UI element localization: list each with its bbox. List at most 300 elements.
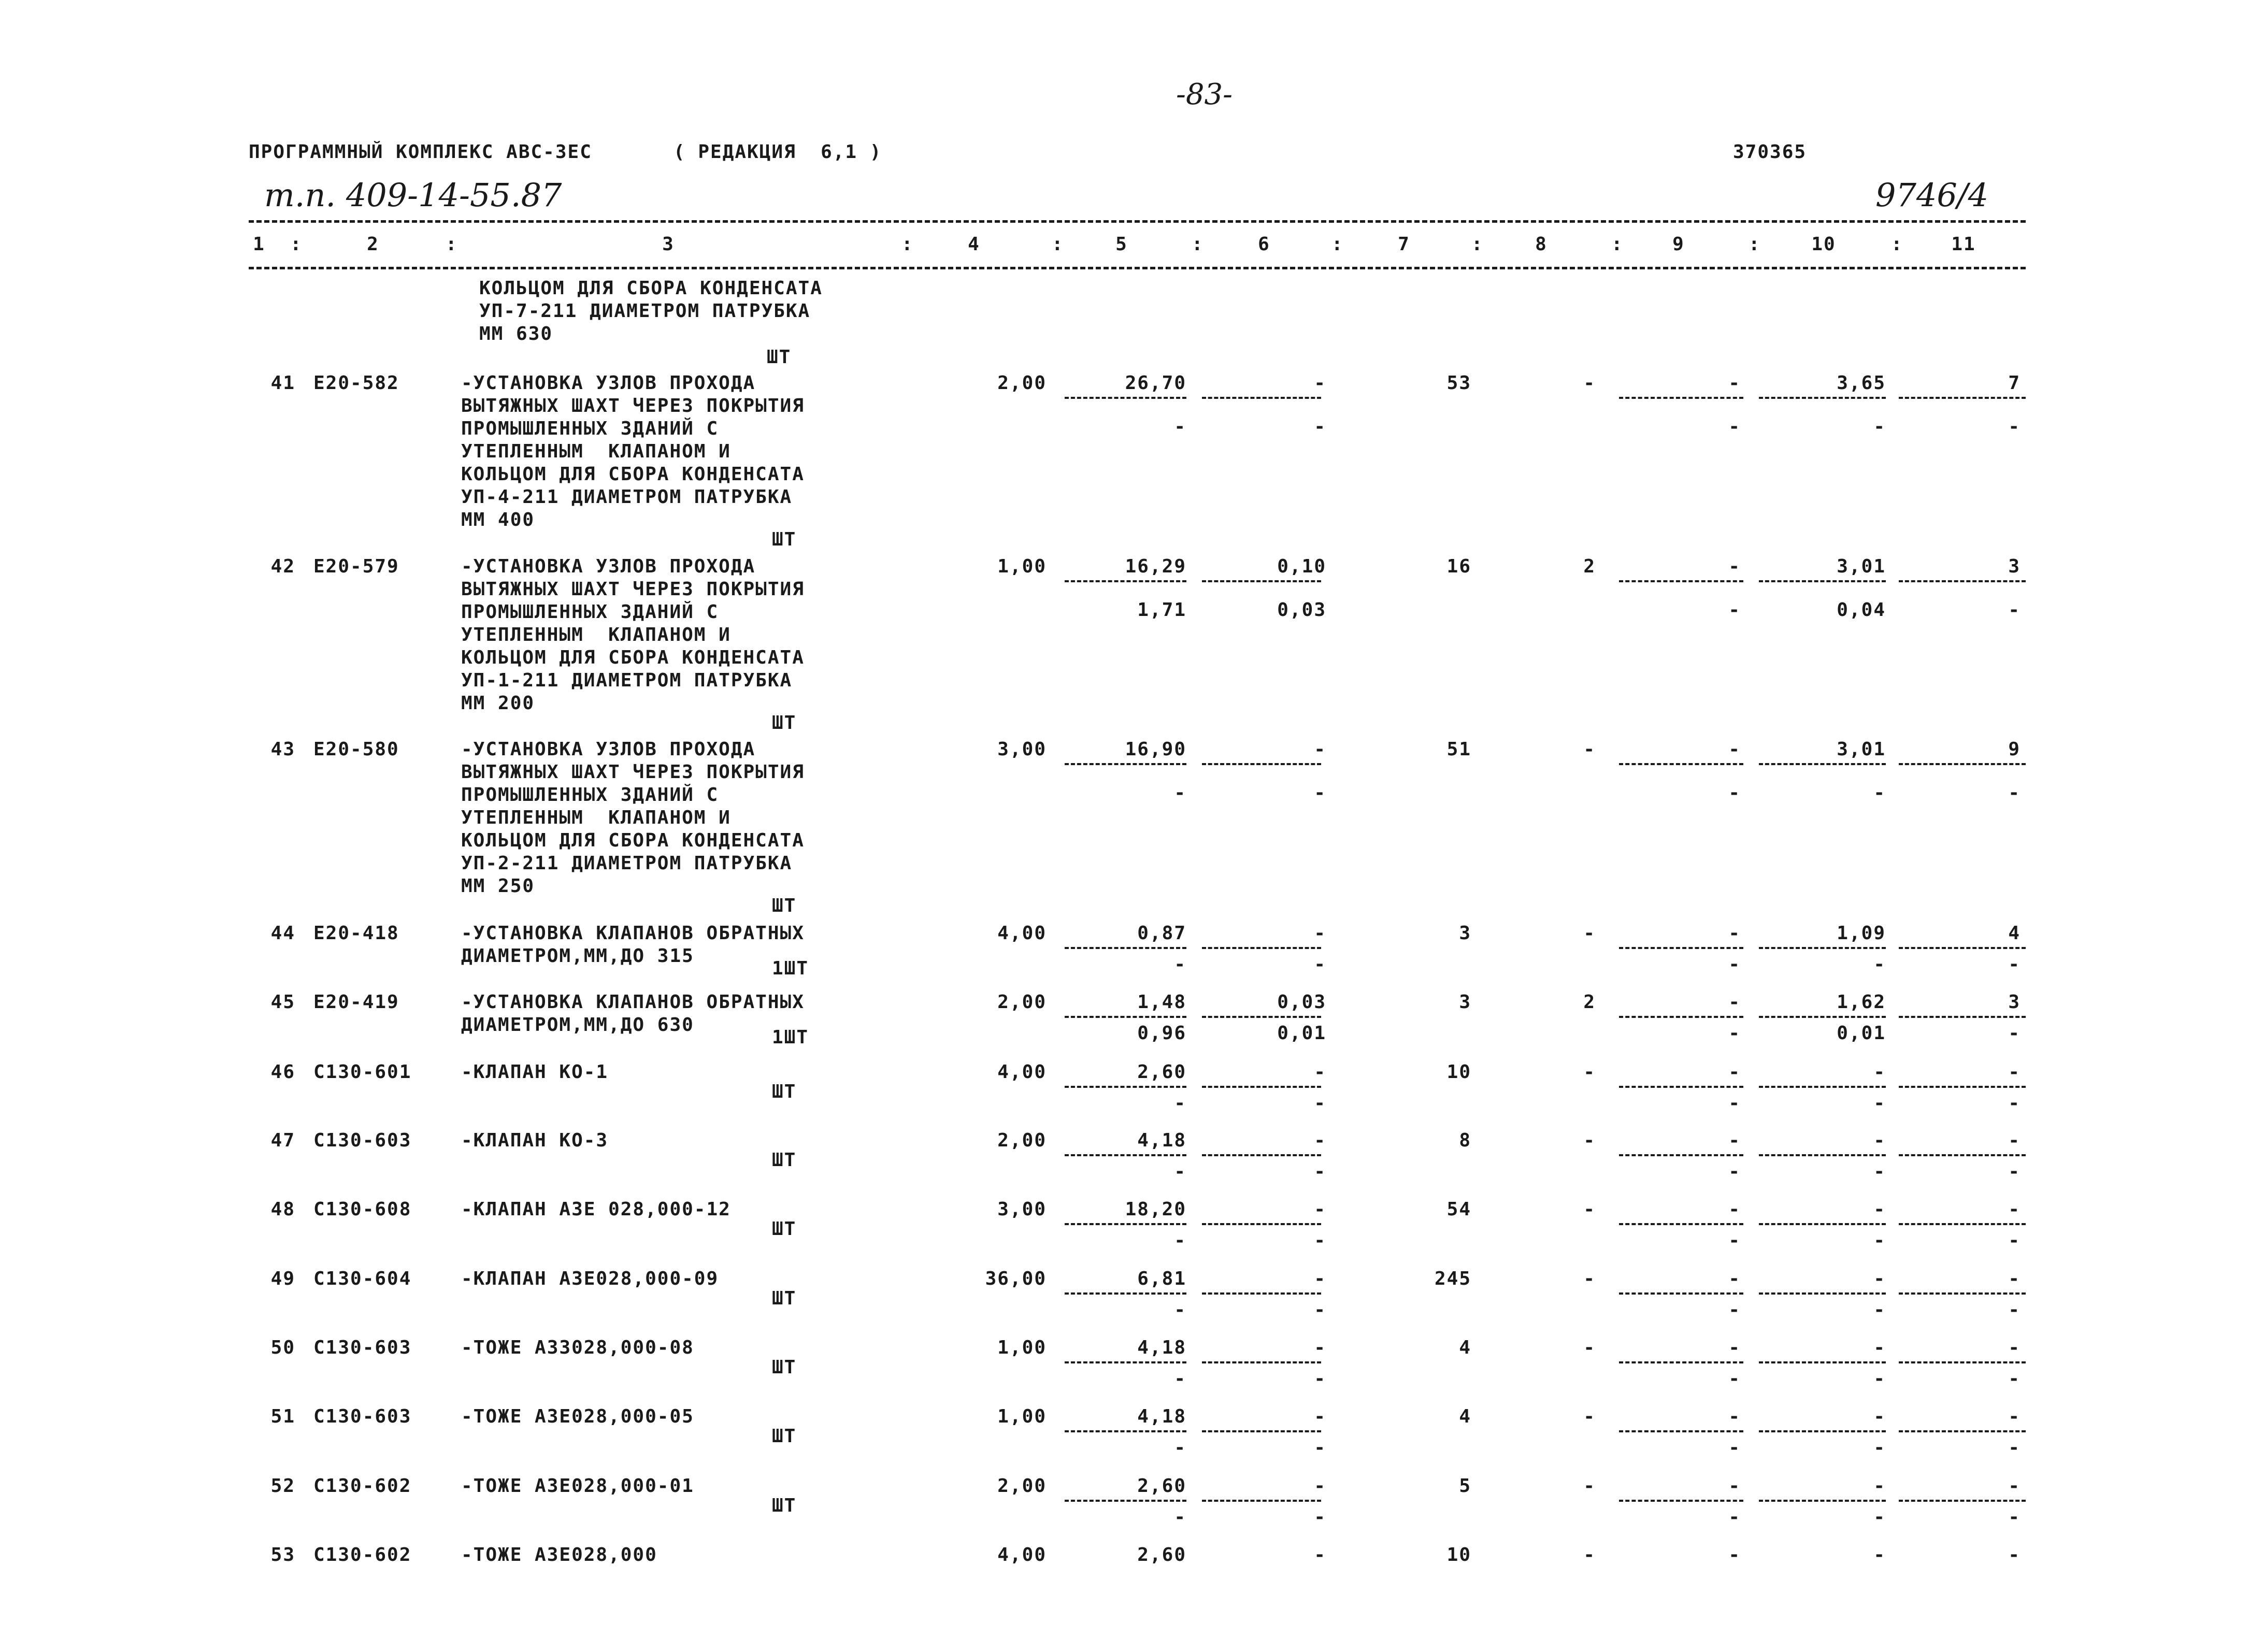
row-number: 48 (270, 1199, 295, 1220)
cell-col9: - (1728, 1544, 1741, 1565)
cell-lower-col5: - (1174, 1230, 1186, 1251)
cell-lower-col5: - (1174, 782, 1186, 803)
cell-col9: - (1728, 739, 1741, 760)
cell-col11: 3 (2008, 556, 2021, 577)
cell-col7: 16 (1446, 556, 1471, 577)
cell-rule (1065, 1086, 1186, 1088)
cell-rule (1619, 763, 1743, 765)
cell-col11: 4 (2008, 923, 2021, 944)
row-code: Е20-582 (313, 372, 399, 394)
cell-col7: 10 (1446, 1061, 1471, 1083)
row-description-line: УП-1-211 ДИАМЕТРОМ ПАТРУБКА (461, 670, 793, 691)
cell-lower-col5: - (1174, 1161, 1186, 1182)
cell-lower-col9: - (1728, 1093, 1741, 1114)
cell-rule (1065, 763, 1186, 765)
column-separator: : (1749, 234, 1761, 255)
cell-col10: - (1873, 1337, 1886, 1358)
cell-col11: - (2008, 1130, 2021, 1151)
row-number: 41 (270, 372, 295, 394)
cell-col9: - (1728, 1199, 1741, 1220)
cell-col10: - (1873, 1544, 1886, 1565)
cell-lower-col10: - (1873, 1299, 1886, 1320)
cell-col4: 2,00 (997, 992, 1047, 1013)
cell-col6: - (1314, 1061, 1326, 1083)
row-description-line: ВЫТЯЖНЫХ ШАХТ ЧЕРЕЗ ПОКРЫТИЯ (461, 395, 805, 416)
row-description-line: ВЫТЯЖНЫХ ШАХТ ЧЕРЕЗ ПОКРЫТИЯ (461, 579, 805, 600)
cell-rule (1065, 1500, 1186, 1502)
unit-label: 1ШТ (772, 1027, 809, 1048)
row-description-line: -КЛАПАН КО-1 (461, 1061, 609, 1083)
row-description-line: ПРОМЫШЛЕННЫХ ЗДАНИЙ С (461, 784, 719, 806)
row-code: Е20-579 (313, 556, 399, 577)
column-header-4: 4 (968, 234, 980, 255)
cell-col5: 1,48 (1137, 992, 1186, 1013)
row-description-line: ВЫТЯЖНЫХ ШАХТ ЧЕРЕЗ ПОКРЫТИЯ (461, 762, 805, 783)
row-description-line: ДИАМЕТРОМ,ММ,ДО 315 (461, 945, 694, 967)
program-title: ПРОГРАММНЫЙ КОМПЛЕКС АВС-ЗЕС (249, 141, 592, 163)
row-description-line: ДИАМЕТРОМ,ММ,ДО 630 (461, 1014, 694, 1036)
column-header-7: 7 (1398, 234, 1410, 255)
column-separator: : (1891, 234, 1903, 255)
header-bottom-rule (249, 267, 2026, 269)
column-header-3: 3 (662, 234, 675, 255)
unit-label: ШТ (772, 1426, 797, 1447)
cell-col6: 0,03 (1277, 992, 1326, 1013)
cell-lower-col6: - (1314, 1437, 1326, 1458)
cell-col7: 10 (1446, 1544, 1471, 1565)
cell-lower-col9: - (1728, 1023, 1741, 1044)
cell-col4: 2,00 (997, 372, 1047, 394)
cell-rule (1065, 947, 1186, 949)
row-description-line: -ТОЖЕ АЗЕ028,000-05 (461, 1406, 694, 1427)
row-description-line: -УСТАНОВКА КЛАПАНОВ ОБРАТНЫХ (461, 923, 805, 944)
cell-lower-col10: - (1873, 1506, 1886, 1528)
unit-label: ШТ (767, 347, 792, 368)
cell-col6: - (1314, 1337, 1326, 1358)
cell-col10: 3,01 (1837, 739, 1886, 760)
cell-col8: - (1583, 923, 1596, 944)
continuation-line: КОЛЬЦОМ ДЛЯ СБОРА КОНДЕНСАТА (479, 278, 823, 299)
cell-col8: - (1583, 1406, 1596, 1427)
page-number: -83- (1176, 78, 1233, 111)
cell-col9: - (1728, 1337, 1741, 1358)
cell-lower-col11: - (2008, 1299, 2021, 1320)
unit-label: ШТ (772, 1357, 797, 1378)
cell-lower-col10: - (1873, 1437, 1886, 1458)
cell-lower-col10: 0,01 (1837, 1023, 1886, 1044)
row-code: С130-603 (313, 1337, 412, 1358)
row-code: Е20-419 (313, 992, 399, 1013)
cell-lower-col10: - (1873, 782, 1886, 803)
cell-col5: 6,81 (1137, 1268, 1186, 1289)
cell-rule (1899, 1154, 2026, 1156)
cell-rule (1065, 1016, 1186, 1018)
cell-rule (1759, 1016, 1886, 1018)
row-number: 44 (270, 923, 295, 944)
column-header-9: 9 (1672, 234, 1685, 255)
cell-lower-col5: - (1174, 954, 1186, 975)
unit-label: ШТ (772, 712, 797, 734)
continuation-line: УП-7-211 ДИАМЕТРОМ ПАТРУБКА (479, 300, 811, 322)
cell-col8: - (1583, 1475, 1596, 1497)
cell-lower-col11: - (2008, 1230, 2021, 1251)
cell-rule (1065, 1154, 1186, 1156)
cell-col9: - (1728, 1268, 1741, 1289)
cell-col7: 4 (1459, 1337, 1471, 1358)
cell-col5: 4,18 (1137, 1337, 1186, 1358)
cell-col11: 7 (2008, 372, 2021, 394)
cell-col9: - (1728, 1475, 1741, 1497)
column-header-6: 6 (1258, 234, 1270, 255)
unit-label: ШТ (772, 1218, 797, 1240)
cell-col5: 0,87 (1137, 923, 1186, 944)
cell-lower-col5: - (1174, 1299, 1186, 1320)
cell-lower-col11: - (2008, 1368, 2021, 1389)
cell-lower-col6: - (1314, 1093, 1326, 1114)
cell-col9: - (1728, 1406, 1741, 1427)
cell-lower-col11: - (2008, 1506, 2021, 1528)
row-description-line: -УСТАНОВКА УЗЛОВ ПРОХОДА (461, 372, 756, 394)
cell-col5: 2,60 (1137, 1061, 1186, 1083)
cell-lower-col10: - (1873, 1093, 1886, 1114)
cell-lower-col9: - (1728, 1506, 1741, 1528)
cell-col4: 2,00 (997, 1475, 1047, 1497)
cell-col11: - (2008, 1544, 2021, 1565)
cell-col8: - (1583, 1061, 1596, 1083)
column-separator: : (1192, 234, 1204, 255)
cell-col7: 51 (1446, 739, 1471, 760)
cell-col11: - (2008, 1475, 2021, 1497)
cell-col8: - (1583, 1268, 1596, 1289)
row-code: Е20-580 (313, 739, 399, 760)
cell-rule (1759, 397, 1886, 399)
cell-col4: 2,00 (997, 1130, 1047, 1151)
row-description-line: ММ 200 (461, 693, 535, 714)
cell-lower-col6: 0,01 (1277, 1023, 1326, 1044)
row-description-line: УТЕПЛЕННЫМ КЛАПАНОМ И (461, 624, 731, 645)
cell-rule (1619, 1223, 1743, 1225)
cell-col5: 4,18 (1137, 1130, 1186, 1151)
cell-lower-col10: - (1873, 954, 1886, 975)
header-top-rule (249, 220, 2026, 223)
cell-col4: 3,00 (997, 739, 1047, 760)
unit-label: ШТ (772, 1081, 797, 1102)
row-description-line: -УСТАНОВКА УЗЛОВ ПРОХОДА (461, 556, 756, 577)
cell-col10: - (1873, 1199, 1886, 1220)
cell-rule (1899, 1361, 2026, 1363)
column-header-8: 8 (1535, 234, 1547, 255)
cell-lower-col5: 0,96 (1137, 1023, 1186, 1044)
cell-rule (1759, 1223, 1886, 1225)
row-description-line: -КЛАПАН АЗЕ 028,000-12 (461, 1199, 731, 1220)
unit-label: ШТ (772, 1288, 797, 1309)
cell-lower-col6: - (1314, 954, 1326, 975)
cell-rule (1619, 580, 1743, 582)
cell-col10: 1,62 (1837, 992, 1886, 1013)
cell-col5: 26,70 (1125, 372, 1186, 394)
cell-col4: 4,00 (997, 1061, 1047, 1083)
cell-lower-col10: - (1873, 1161, 1886, 1182)
cell-col7: 5 (1459, 1475, 1471, 1497)
column-separator: : (290, 234, 303, 255)
cell-rule (1619, 397, 1743, 399)
row-description-line: УТЕПЛЕННЫМ КЛАПАНОМ И (461, 807, 731, 828)
cell-col9: - (1728, 992, 1741, 1013)
unit-label: ШТ (772, 529, 797, 550)
row-description-line: -УСТАНОВКА КЛАПАНОВ ОБРАТНЫХ (461, 992, 805, 1013)
cell-rule (1899, 1292, 2026, 1295)
cell-rule (1759, 1086, 1886, 1088)
cell-col8: - (1583, 739, 1596, 760)
continuation-line: ММ 630 (479, 323, 553, 344)
row-number: 52 (270, 1475, 295, 1497)
cell-col9: - (1728, 1130, 1741, 1151)
cell-col8: - (1583, 1130, 1596, 1151)
cell-rule (1899, 397, 2026, 399)
cell-lower-col5: - (1174, 1093, 1186, 1114)
row-number: 47 (270, 1130, 295, 1151)
cell-col5: 16,29 (1125, 556, 1186, 577)
column-header-2: 2 (367, 234, 379, 255)
row-number: 51 (270, 1406, 295, 1427)
row-code: С130-602 (313, 1475, 412, 1497)
row-number: 50 (270, 1337, 295, 1358)
cell-lower-col6: - (1314, 1299, 1326, 1320)
cell-lower-col9: - (1728, 782, 1741, 803)
cell-rule (1759, 1430, 1886, 1432)
cell-col11: - (2008, 1268, 2021, 1289)
cell-rule (1202, 1361, 1321, 1363)
unit-label: ШТ (772, 1495, 797, 1516)
cell-rule (1759, 1292, 1886, 1295)
cell-lower-col11: - (2008, 1093, 2021, 1114)
column-separator: : (1052, 234, 1064, 255)
cell-lower-col6: - (1314, 1368, 1326, 1389)
row-description-line: ПРОМЫШЛЕННЫХ ЗДАНИЙ С (461, 601, 719, 623)
row-description-line: -КЛАПАН КО-3 (461, 1130, 609, 1151)
cell-rule (1619, 1500, 1743, 1502)
cell-col10: 3,65 (1837, 372, 1886, 394)
cell-rule (1202, 1292, 1321, 1295)
cell-rule (1202, 397, 1321, 399)
cell-rule (1065, 1292, 1186, 1295)
cell-col5: 4,18 (1137, 1406, 1186, 1427)
cell-col4: 4,00 (997, 923, 1047, 944)
row-number: 53 (270, 1544, 295, 1565)
cell-col10: - (1873, 1406, 1886, 1427)
cell-col6: - (1314, 923, 1326, 944)
row-description-line: УП-4-211 ДИАМЕТРОМ ПАТРУБКА (461, 486, 793, 508)
cell-col6: - (1314, 1268, 1326, 1289)
cell-lower-col5: - (1174, 1506, 1186, 1528)
cell-col6: - (1314, 739, 1326, 760)
cell-col5: 2,60 (1137, 1475, 1186, 1497)
cell-rule (1759, 947, 1886, 949)
cell-rule (1759, 1500, 1886, 1502)
row-description-line: -КЛАПАН АЗЕ028,000-09 (461, 1268, 719, 1289)
unit-label: ШТ (772, 895, 797, 916)
cell-rule (1619, 1016, 1743, 1018)
cell-col6: - (1314, 1406, 1326, 1427)
cell-col4: 3,00 (997, 1199, 1047, 1220)
cell-lower-col10: - (1873, 1368, 1886, 1389)
row-description-line: КОЛЬЦОМ ДЛЯ СБОРА КОНДЕНСАТА (461, 464, 805, 485)
cell-rule (1759, 1154, 1886, 1156)
cell-rule (1202, 580, 1321, 582)
row-number: 46 (270, 1061, 295, 1083)
cell-col10: 1,09 (1837, 923, 1886, 944)
cell-rule (1899, 1500, 2026, 1502)
cell-col11: - (2008, 1337, 2021, 1358)
cell-lower-col11: - (2008, 782, 2021, 803)
cell-lower-col11: - (2008, 599, 2021, 621)
cell-rule (1202, 947, 1321, 949)
column-separator: : (1471, 234, 1484, 255)
row-description-line: -ТОЖЕ АЗЕ028,000-01 (461, 1475, 694, 1497)
handwritten-project-number: т.п. 409-14-55.87 (264, 176, 562, 214)
cell-lower-col9: - (1728, 1161, 1741, 1182)
cell-col4: 1,00 (997, 1337, 1047, 1358)
cell-rule (1065, 397, 1186, 399)
column-header-11: 11 (1951, 234, 1976, 255)
cell-lower-col9: - (1728, 1437, 1741, 1458)
row-description-line: ПРОМЫШЛЕННЫХ ЗДАНИЙ С (461, 418, 719, 439)
cell-col7: 245 (1434, 1268, 1471, 1289)
cell-lower-col6: - (1314, 1161, 1326, 1182)
cell-lower-col10: 0,04 (1837, 599, 1886, 621)
row-description-line: УП-2-211 ДИАМЕТРОМ ПАТРУБКА (461, 853, 793, 874)
cell-lower-col9: - (1728, 1299, 1741, 1320)
cell-rule (1619, 1154, 1743, 1156)
cell-col6: - (1314, 1475, 1326, 1497)
handwritten-sheet-number: 9746/4 (1875, 176, 1989, 214)
row-description-line: -ТОЖЕ АЗЗ028,000-08 (461, 1337, 694, 1358)
cell-lower-col9: - (1728, 1230, 1741, 1251)
cell-lower-col6: - (1314, 782, 1326, 803)
cell-col10: - (1873, 1061, 1886, 1083)
cell-rule (1202, 1500, 1321, 1502)
row-number: 42 (270, 556, 295, 577)
row-code: С130-601 (313, 1061, 412, 1083)
cell-col7: 54 (1446, 1199, 1471, 1220)
column-separator: : (1331, 234, 1344, 255)
cell-rule (1202, 1016, 1321, 1018)
cell-rule (1759, 1361, 1886, 1363)
cell-rule (1619, 1086, 1743, 1088)
document-code: 370365 (1733, 141, 1807, 163)
cell-col5: 16,90 (1125, 739, 1186, 760)
row-description-line: -ТОЖЕ АЗЕ028,000 (461, 1544, 657, 1565)
cell-rule (1899, 1223, 2026, 1225)
cell-lower-col11: - (2008, 954, 2021, 975)
cell-lower-col5: - (1174, 416, 1186, 437)
cell-col6: - (1314, 1199, 1326, 1220)
cell-rule (1065, 1361, 1186, 1363)
cell-col7: 3 (1459, 992, 1471, 1013)
cell-col8: 2 (1583, 992, 1596, 1013)
cell-rule (1202, 763, 1321, 765)
cell-lower-col11: - (2008, 1161, 2021, 1182)
cell-col7: 4 (1459, 1406, 1471, 1427)
cell-rule (1899, 1016, 2026, 1018)
cell-rule (1065, 580, 1186, 582)
cell-col11: - (2008, 1406, 2021, 1427)
cell-col9: - (1728, 556, 1741, 577)
cell-rule (1202, 1430, 1321, 1432)
cell-col8: - (1583, 372, 1596, 394)
column-separator: : (446, 234, 458, 255)
row-number: 49 (270, 1268, 295, 1289)
cell-lower-col5: - (1174, 1368, 1186, 1389)
cell-rule (1619, 1430, 1743, 1432)
cell-col5: 18,20 (1125, 1199, 1186, 1220)
cell-col11: - (2008, 1061, 2021, 1083)
cell-col7: 3 (1459, 923, 1471, 944)
cell-rule (1619, 947, 1743, 949)
row-code: С130-603 (313, 1130, 412, 1151)
cell-col8: - (1583, 1337, 1596, 1358)
cell-rule (1899, 763, 2026, 765)
cell-lower-col5: - (1174, 1437, 1186, 1458)
cell-col11: 3 (2008, 992, 2021, 1013)
cell-rule (1759, 763, 1886, 765)
cell-col8: - (1583, 1199, 1596, 1220)
row-code: С130-608 (313, 1199, 412, 1220)
cell-col8: - (1583, 1544, 1596, 1565)
cell-col6: 0,10 (1277, 556, 1326, 577)
cell-col4: 1,00 (997, 1406, 1047, 1427)
cell-col6: - (1314, 1544, 1326, 1565)
cell-col7: 8 (1459, 1130, 1471, 1151)
cell-col9: - (1728, 1061, 1741, 1083)
cell-col6: - (1314, 372, 1326, 394)
unit-label: ШТ (772, 1150, 797, 1171)
cell-lower-col9: - (1728, 599, 1741, 621)
unit-label: 1ШТ (772, 958, 809, 979)
cell-lower-col6: 0,03 (1277, 599, 1326, 621)
cell-rule (1065, 1223, 1186, 1225)
cell-col10: - (1873, 1130, 1886, 1151)
cell-lower-col6: - (1314, 416, 1326, 437)
cell-lower-col11: - (2008, 416, 2021, 437)
cell-rule (1065, 1430, 1186, 1432)
cell-col4: 1,00 (997, 556, 1047, 577)
row-number: 43 (270, 739, 295, 760)
cell-col11: 9 (2008, 739, 2021, 760)
cell-lower-col10: - (1873, 1230, 1886, 1251)
row-description-line: ММ 250 (461, 875, 535, 897)
row-number: 45 (270, 992, 295, 1013)
cell-col4: 36,00 (985, 1268, 1047, 1289)
cell-col10: 3,01 (1837, 556, 1886, 577)
column-separator: : (1611, 234, 1624, 255)
cell-rule (1899, 1086, 2026, 1088)
cell-lower-col5: 1,71 (1137, 599, 1186, 621)
cell-col6: - (1314, 1130, 1326, 1151)
cell-lower-col11: - (2008, 1023, 2021, 1044)
row-description-line: ММ 400 (461, 509, 535, 530)
row-code: С130-604 (313, 1268, 412, 1289)
cell-rule (1202, 1223, 1321, 1225)
cell-col5: 2,60 (1137, 1544, 1186, 1565)
row-description-line: -УСТАНОВКА УЗЛОВ ПРОХОДА (461, 739, 756, 760)
cell-rule (1899, 580, 2026, 582)
cell-col10: - (1873, 1475, 1886, 1497)
row-description-line: КОЛЬЦОМ ДЛЯ СБОРА КОНДЕНСАТА (461, 647, 805, 668)
cell-lower-col9: - (1728, 954, 1741, 975)
cell-rule (1619, 1361, 1743, 1363)
cell-rule (1202, 1154, 1321, 1156)
